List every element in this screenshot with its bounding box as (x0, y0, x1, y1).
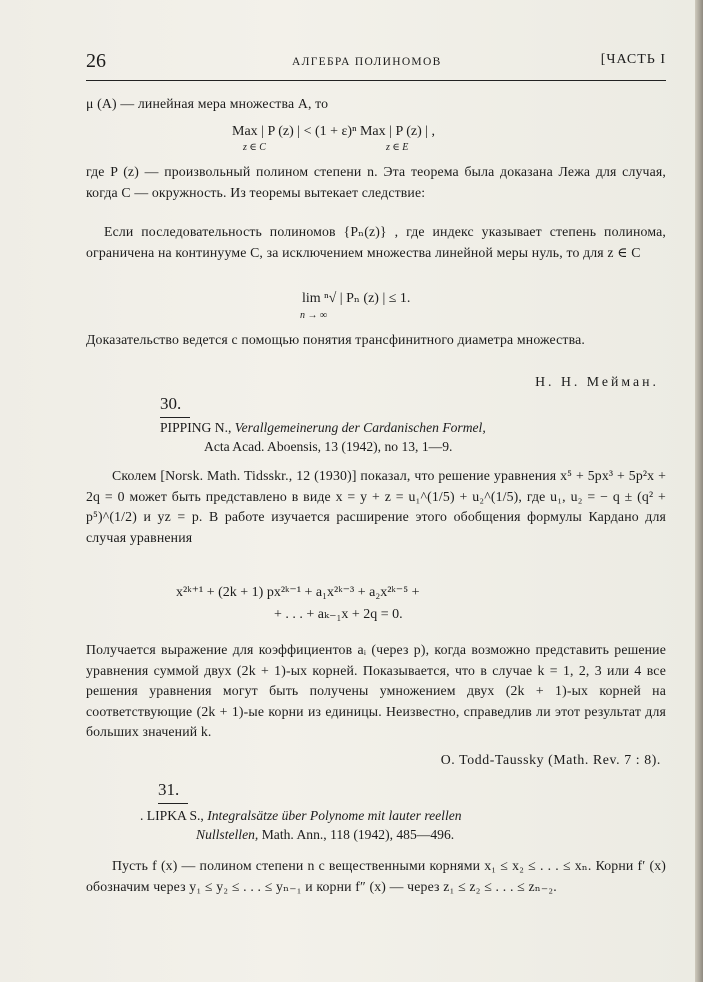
book-spine-shadow (695, 0, 703, 982)
section29-intro: μ (A) — линейная мера множества A, то (86, 96, 329, 111)
section29-signature: Н. Н. Мейман. (535, 374, 659, 389)
section29-formula1: Max | P (z) | < (1 + ε)ⁿ Max | P (z) | , (232, 124, 436, 139)
section29-formula2: lim ⁿ√ | Pₙ (z) | ≤ 1. (302, 291, 411, 306)
page-header (86, 50, 666, 81)
running-title: АЛГЕБРА ПОЛИНОМОВ (292, 56, 442, 68)
part-label: [ЧАСТЬ I (600, 52, 666, 67)
section29-formula1-sub1: z ∈ C (243, 142, 266, 153)
section30-ref-line1 (160, 418, 486, 437)
section30-title: Verallgemeinerung der Cardanischen Formel, (234, 420, 486, 435)
section29-text1: где P (z) — произвольный полином степени n. Эта теорема была доказана Лежа для случая, когда C — окружность. Из теоремы вытекает следствие: (86, 164, 666, 200)
section29-text3: Доказательство ведется с помощью понятия трансфинитного диаметра множества. (86, 332, 585, 347)
section30-formula-line1: x²ᵏ⁺¹ + (2k + 1) px²ᵏ⁻¹ + a₁x²ᵏ⁻³ + a₂x²ᵏ⁻⁵ + (176, 585, 420, 600)
section31-title: Integralsätze über Polynome mit lauter reellen (207, 808, 462, 823)
section31-author: . LIPKA S., (140, 808, 204, 823)
section31-text1: Пусть f (x) — полином степени n с вещественными корнями x₁ ≤ x₂ ≤ . . . ≤ xₙ. Корни f′ (x) обозначим через y₁ ≤ y₂ ≤ . . . ≤ yₙ₋₁ и корни f″ (x) — через z₁ ≤ z₂ ≤ . . . ≤ zₙ₋₂. (86, 858, 666, 894)
section31-title-cont: Nullstellen, (196, 827, 259, 842)
section31-ref-line2 (196, 825, 454, 844)
section30-formula-line2: + . . . + aₖ₋₁x + 2q = 0. (274, 607, 403, 622)
section31-number: 31. (158, 780, 180, 799)
section30-text1: Сколем [Norsk. Math. Tidsskr., 12 (1930)] показал, что решение уравнения x⁵ + 5px³ + 5p²x + 2q = 0 может быть представлено в виде x = y + z = u₁^(1/5) + u₂^(1/5), где u₁, u₂ = − q ± (q² + p⁵)^(1/2) и yz = p. В работе изучается расширение этого обобщения формулы Кардано для случая уравнения (86, 468, 666, 545)
section31-ref-line1 (140, 806, 462, 825)
section31-journal: Math. Ann., 118 (1942), 485—496. (261, 827, 455, 842)
section30-ref-line2: Acta Acad. Aboensis, 13 (1942), no 13, 1—9. (204, 439, 453, 454)
section30-signature: O. Todd-Taussky (Math. Rev. 7 : 8). (440, 752, 661, 767)
section30-text2: Получается выражение для коэффициентов aᵢ (через p), когда возможно представить решение уравнения суммой двух (2k + 1)-ых корней. Показывается, что в случае k = 1, 2, 3 или 4 все решения уравнения могут быть получены умножением двух (2k + 1)-ых корней на соответствующие (2k + 1)-ые корни из единицы. Неизвестно, справедлив ли этот результат для больших значений k. (86, 642, 666, 739)
page-number: 26 (86, 50, 106, 72)
section30-author: PIPPING N., (160, 420, 232, 435)
section29-formula1-sub2: z ∈ E (386, 142, 409, 153)
section29-formula2-sub: n → ∞ (300, 310, 328, 321)
section31-rule (158, 803, 188, 804)
section29-text2: Если последовательность полиномов {Pₙ(z)} , где индекс указывает степень полинома, ограничена на континууме C, за исключением множества линейной меры нуль, то для z ∈ C (86, 224, 666, 260)
section30-number: 30. (160, 394, 182, 413)
